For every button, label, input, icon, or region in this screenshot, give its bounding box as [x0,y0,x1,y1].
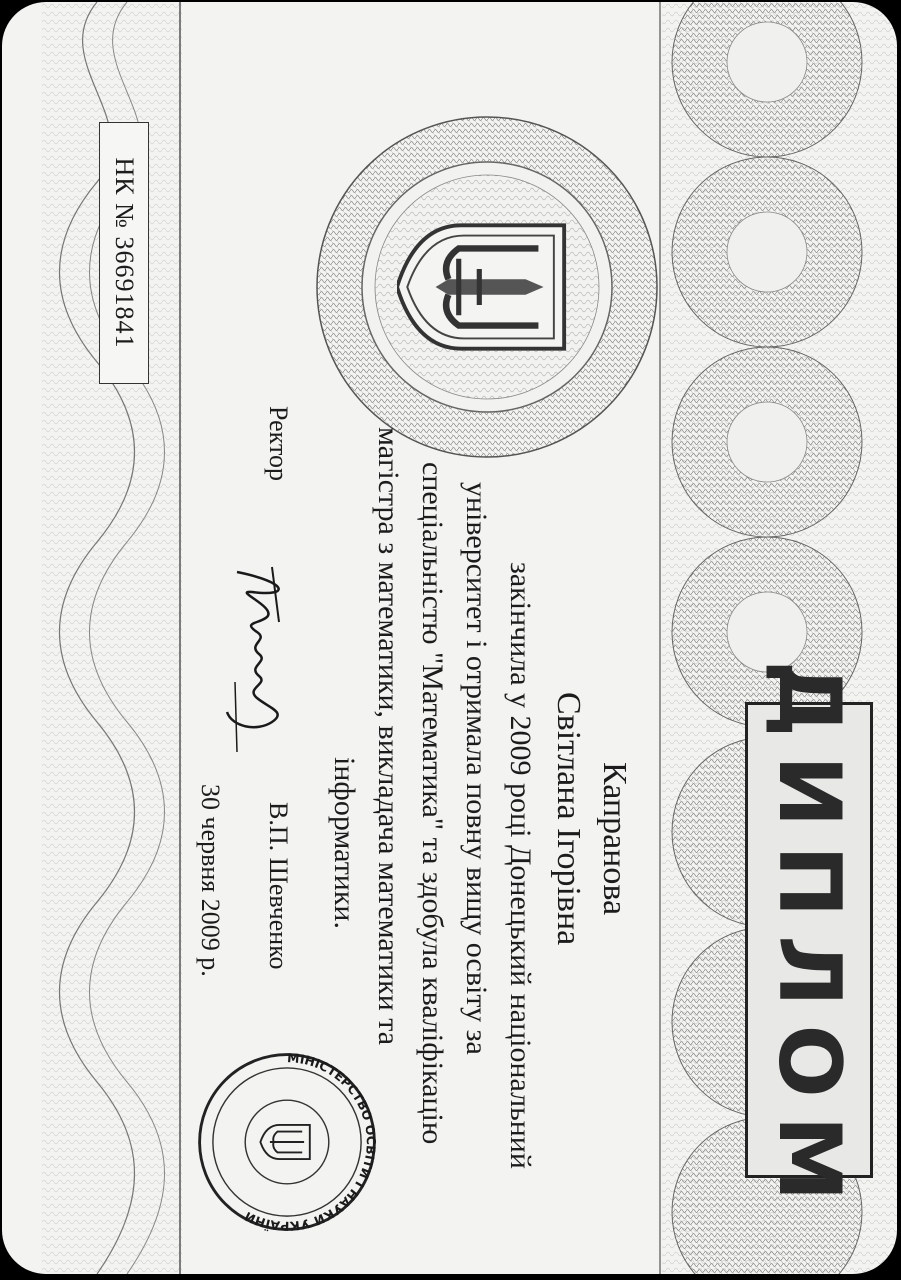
rector-signature [217,562,307,762]
signatory-role: Ректор [264,406,293,481]
diploma-title-box [745,660,873,1220]
issue-date: 30 червня 2009 р. [196,784,225,977]
body-line-2: університет і отримала повну вищу освіту за [460,482,493,1055]
diploma-title: ДИПЛОМ [759,660,859,1220]
signatory-name: В.П. Шевченко [264,802,293,970]
serial-number: НК № 36691841 [110,157,139,349]
body-line-3: спеціальністю "Математика" та здобула кваліфікацію [416,462,449,1145]
serial-number-box [99,122,149,384]
seal-text: МІНІСТЕРСТВО ОСВІТИ І НАУКИ УКРАЇНИ [242,1050,378,1233]
body-line-5: інформатики. [328,757,361,929]
diploma-sheet [2,2,897,1274]
diploma-content [2,2,897,1274]
graduate-surname: Капранова [596,762,633,916]
body-line-4: магістра з математики, викладача математики та [372,427,405,1046]
body-line-1: закінчила у 2009 році Донецький національний [504,562,537,1169]
graduate-given-names: Світлана Ігорівна [550,692,587,946]
